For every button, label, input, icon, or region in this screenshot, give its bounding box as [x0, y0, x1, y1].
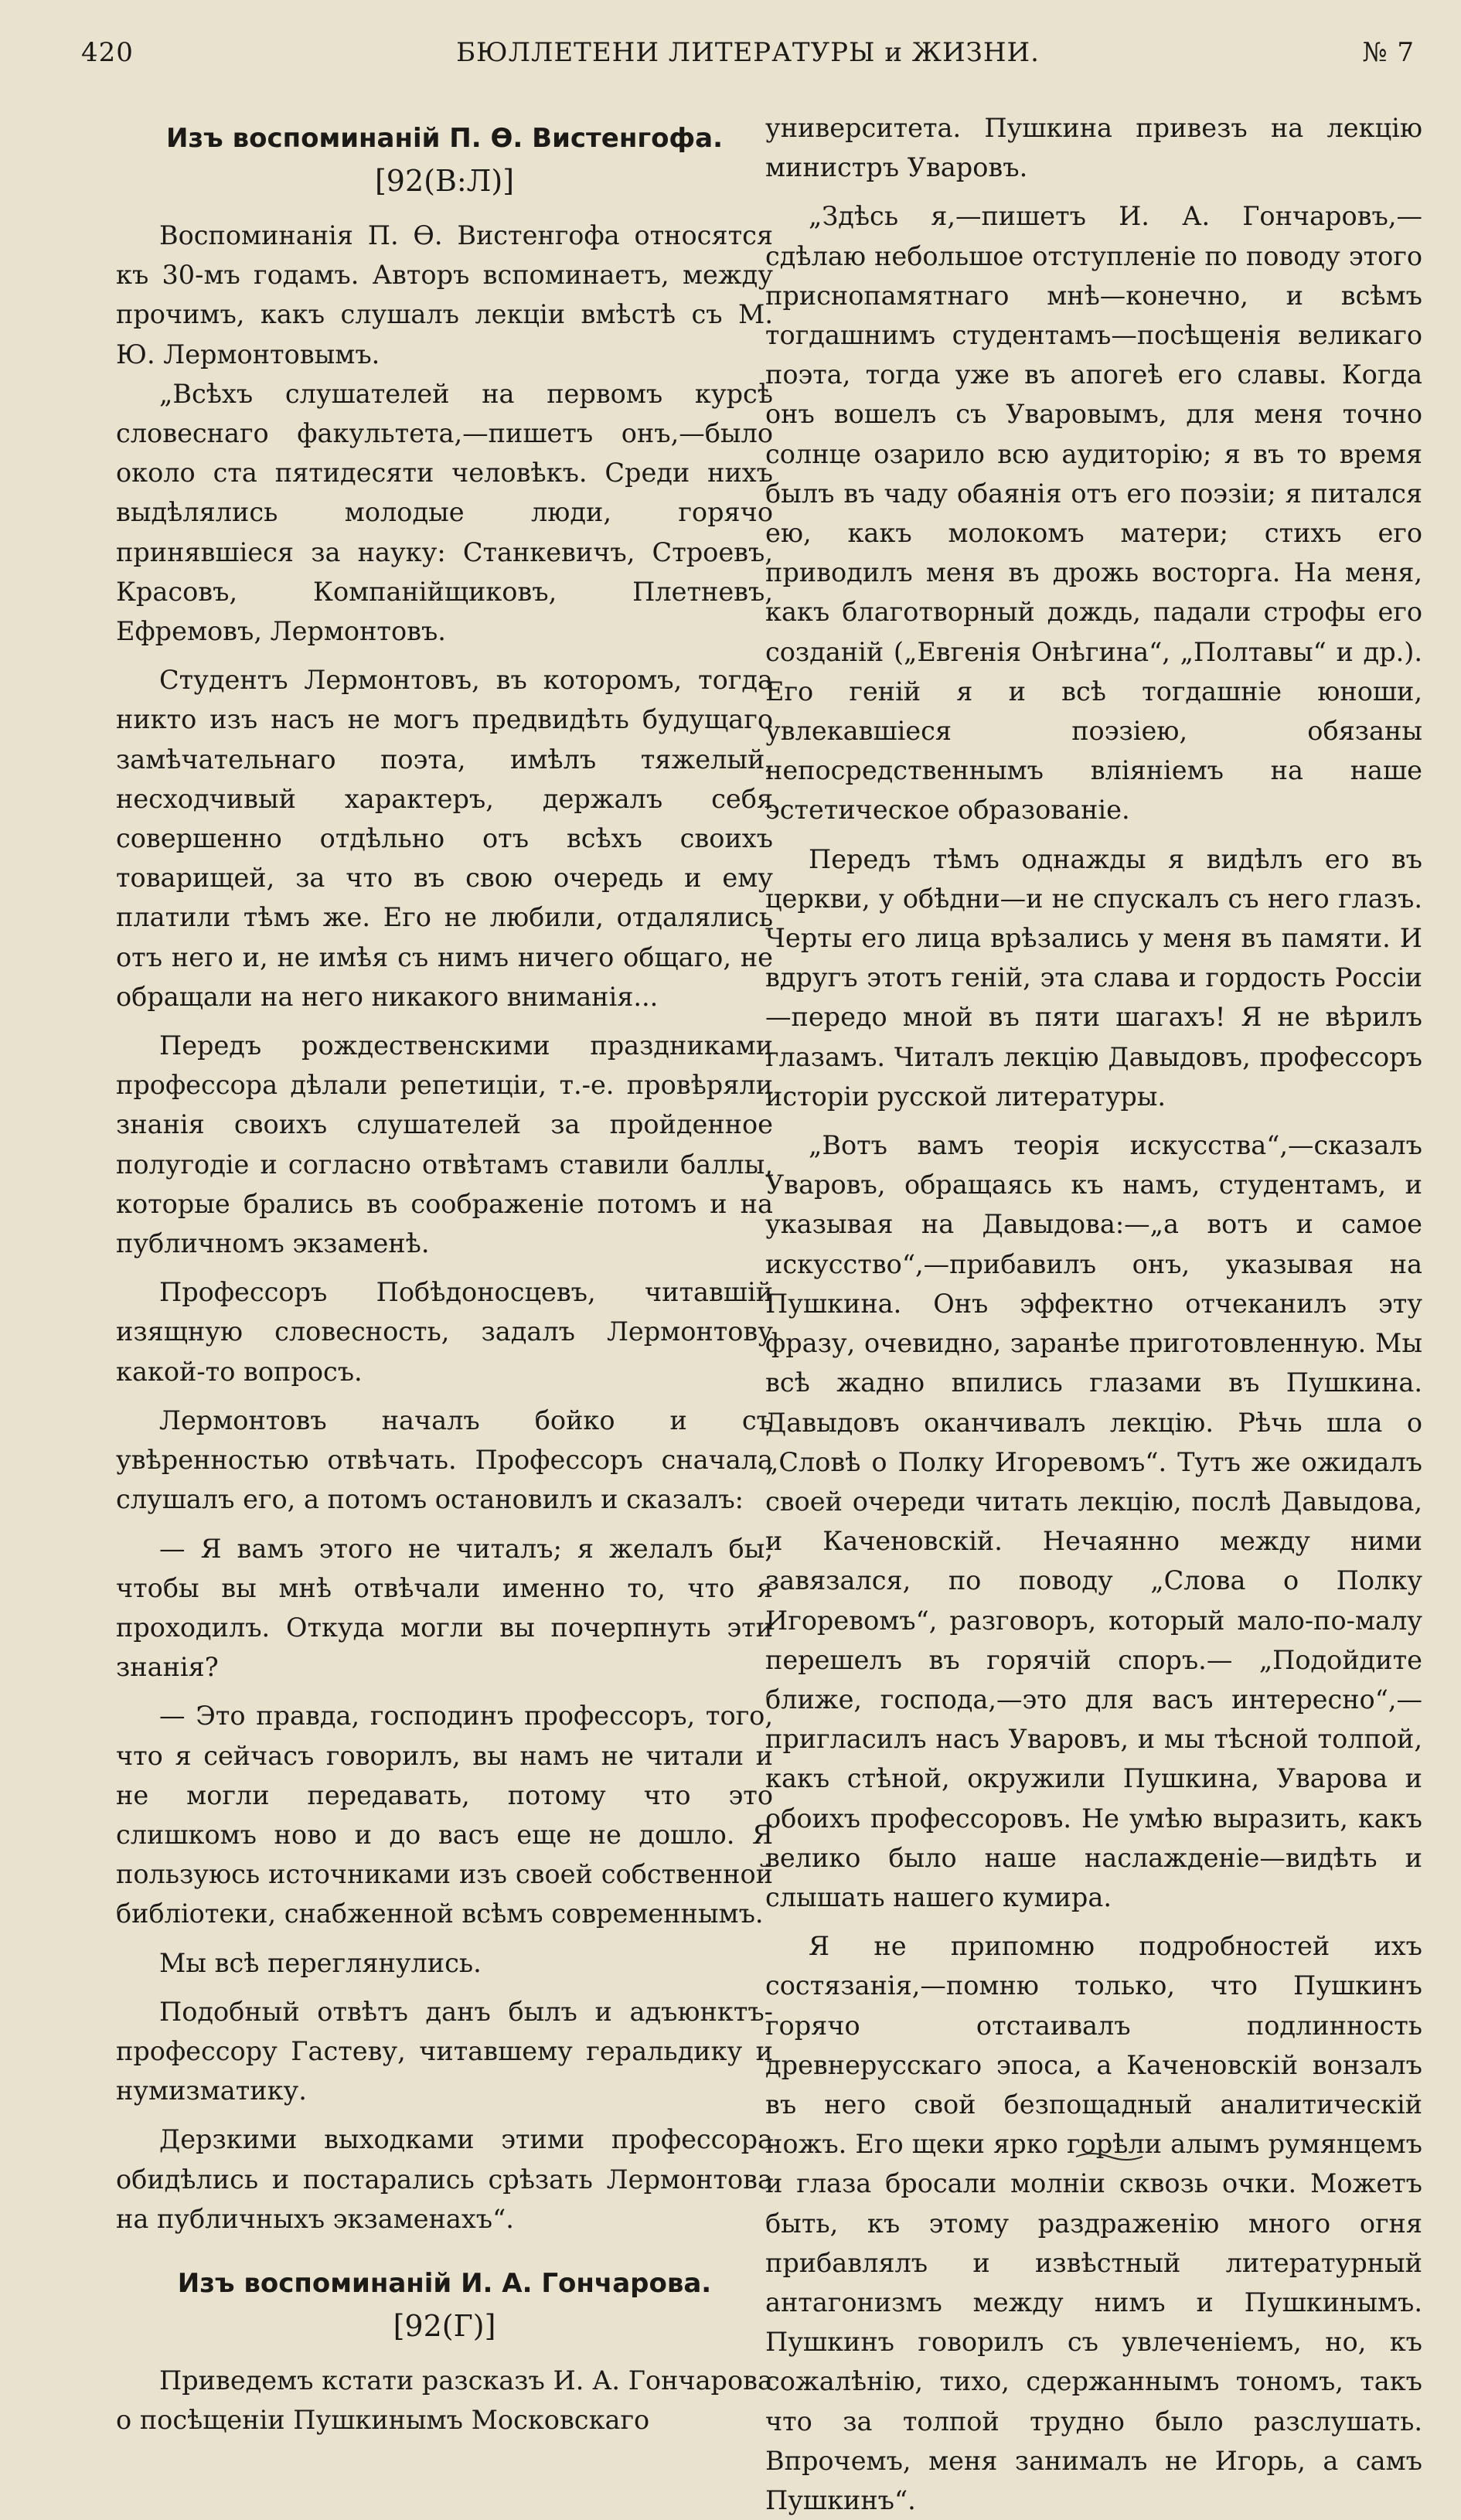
- section-code-wistenhof: [92(В:Л)]: [374, 164, 515, 198]
- paragraph: университета. Пушкина привезъ на лекцію министръ Уваровъ.: [765, 113, 1422, 183]
- section-code-goncharov: [92(Г)]: [393, 2308, 496, 2343]
- paragraph: — Это правда, господинъ профессоръ, того, что я сейчасъ говорилъ, вы намъ не читали и не могли передавать, потому что это слишкомъ ново и до васъ еще не дошло. Я пользуюсь источниками изъ своей собственной библіотеки, снабженной всѣмъ современнымъ.: [116, 1701, 773, 1929]
- paragraph: Подобный отвѣтъ данъ былъ и адъюнктъ-профессору Гастеву, читавшему геральдику и нумизматику.: [116, 1996, 773, 2106]
- paragraph: „Вотъ вамъ теорія искусства“,—сказалъ Уваровъ, обращаясь къ намъ, студентамъ, и указывая на Давыдова:—„а вотъ и самое искусство“,—прибавилъ онъ, указывая на Пушкина. Онъ эффектно отчеканилъ эту фразу, очевидно, заранѣе приготовленную. Мы всѣ жадно впились глазами въ Пушкина. Давыдовъ оканчивалъ лекцію. Рѣчь шла о „Словѣ о Полку Игоревомъ“. Тутъ же ожидалъ своей очереди читать лекцію, послѣ Давыдова, и Каченовскій. Нечаянно между ними завязался, по поводу „Слова о Полку Игоревомъ“, разговоръ, который мало-по-малу перешелъ въ горячій споръ.— „Подойдите ближе, господа,—это для васъ интересно“,—пригласилъ насъ Уваровъ, и мы тѣсной толпой, какъ стѣной, окружили Пушкина, Уварова и обоихъ профессоровъ. Не умѣю выразить, какъ велико было наше наслажденіе—видѣть и слышать нашего кумира.: [765, 1130, 1422, 1912]
- paragraph: Мы всѣ переглянулись.: [159, 1947, 482, 1978]
- running-header: [81, 37, 1415, 83]
- paragraph: Воспоминанія П. Ѳ. Вистенгофа относятся къ 30-мъ годамъ. Авторъ вспоминаетъ, между прочимъ, какъ слушалъ лекціи вмѣстѣ съ М. Ю. Лермонтовымъ.: [116, 220, 773, 369]
- paragraph: Студентъ Лермонтовъ, въ которомъ, тогда никто изъ насъ не могъ предвидѣть будущаго замѣчательнаго поэта, имѣлъ тяжелый, несходчивый характеръ, держалъ себя совершенно отдѣльно отъ всѣхъ своихъ товарищей, за что въ свою очередь и ему платили тѣмъ же. Его не любили, отдалялись отъ него и, не имѣя съ нимъ ничего общаго, не обращали на него никакого вниманія...: [116, 665, 773, 1012]
- paragraph: Передъ тѣмъ однажды я видѣлъ его въ церкви, у обѣдни—и не спускалъ съ него глазъ. Черты его лица врѣзались у меня въ памяти. И вдругъ этотъ геній, эта слава и гордость Россіи—передо мной въ пяти шагахъ! Я не вѣрилъ глазамъ. Читалъ лекцію Давыдовъ, профессоръ исторіи русской литературы.: [765, 843, 1422, 1112]
- issue-number: № 7: [1362, 37, 1415, 68]
- paragraph: — Я вамъ этого не читалъ; я желалъ бы, чтобы вы мнѣ отвѣчали именно то, что я проходилъ. Откуда могли вы почерпнуть эти знанія?: [116, 1533, 773, 1683]
- paragraph: „Здѣсь я,—пишетъ И. А. Гончаровъ,—сдѣлаю небольшое отступленіе по поводу этого приснопамятнаго мнѣ—конечно, и всѣмъ тогдашнимъ студентамъ—посѣщенія великаго поэта, тогда уже въ апогеѣ его славы. Когда онъ вошелъ съ Уваровымъ, для меня точно солнце озарило всю аудиторію; я въ то время былъ въ чаду обаянія отъ его поэзіи; я питался ею, какъ молокомъ матери; стихъ его приводилъ меня въ дрожь восторга. На меня, какъ благотворный дождь, падали строфы его созданій („Евгенія Онѣгина“, „Полтавы“ и др.). Его геній я и всѣ тогдашніе юноши, увлекавшіеся поэзіею, обязаны непосредственнымъ вліяніемъ на наше эстетическое образованіе.: [765, 201, 1422, 826]
- paragraph: Я не припомню подробностей ихъ состязанія,—помню только, что Пушкинъ горячо отстаивалъ подлинность древнерусскаго эпоса, а Каченовскій вонзалъ въ него свой безпощадный аналитическій ножъ. Его щеки ярко горѣли алымъ румянцемъ и глаза бросали молніи сквозь очки. Можетъ быть, къ этому раздраженію много огня прибавлялъ и извѣстный литературный антагонизмъ между нимъ и Пушкинымъ. Пушкинъ говорилъ съ увлеченіемъ, но, къ сожалѣнію, тихо, сдержаннымъ тономъ, такъ что за толпой трудно было разслушать. Впрочемъ, меня занималъ не Игорь, а самъ Пушкинъ“.: [765, 1931, 1422, 2515]
- paragraph: Приведемъ кстати разсказъ И. А. Гончарова о посѣщеніи Пушкинымъ Московскаго: [116, 2365, 773, 2436]
- paragraph: Профессоръ Побѣдоносцевъ, читавшій изящную словесность, задалъ Лермонтову какой-то вопросъ.: [116, 1277, 773, 1387]
- paragraph: Лермонтовъ началъ бойко и съ увѣренностью отвѣчать. Профессоръ сначала слушалъ его, а потомъ остановилъ и сказалъ:: [116, 1405, 773, 1515]
- journal-title: БЮЛЛЕТЕНИ ЛИТЕРАТУРЫ и ЖИЗНИ.: [456, 37, 1040, 68]
- end-ornament: [1074, 2149, 1144, 2164]
- section-heading-goncharov: Изъ воспоминаній И. А. Гончарова.: [177, 2267, 712, 2299]
- section-heading-wistenhof: Изъ воспоминаній П. Ѳ. Вистенгофа.: [165, 123, 724, 154]
- paragraph: Передъ рождественскими праздниками профессора дѣлали репетиціи, т.-е. провѣряли знанія своихъ слушателей за пройденное полугодіе и согласно отвѣтамъ ставили баллы, которые брались въ соображеніе потомъ и на публичномъ экзаменѣ.: [116, 1030, 773, 1259]
- paragraph: „Всѣхъ слушателей на первомъ курсѣ словеснаго факультета,—пишетъ онъ,—было около ста пятидесяти человѣкъ. Среди нихъ выдѣлялись молодые люди, горячо принявшіеся за науку: Станкевичъ, Строевъ, Красовъ, Компанійщиковъ, Плетневъ, Ефремовъ, Лермонтовъ.: [116, 378, 773, 647]
- paragraph: Дерзкими выходками этими профессора обидѣлись и постарались срѣзать Лермонтова на публичныхъ экзаменахъ“.: [116, 2124, 773, 2234]
- page-number: 420: [81, 37, 134, 68]
- left-column: [116, 120, 773, 2440]
